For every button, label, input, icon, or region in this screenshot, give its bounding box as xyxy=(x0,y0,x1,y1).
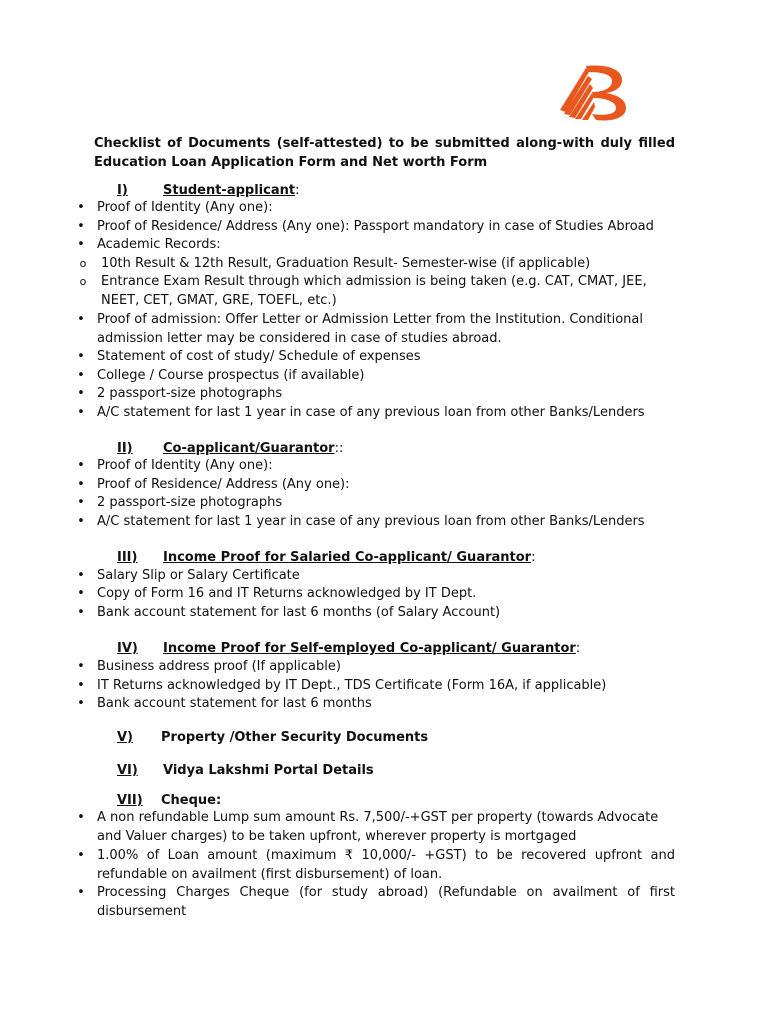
section-number: VI) xyxy=(117,763,138,778)
document-title-line-1: Checklist of Documents (self-attested) to be submitted along-with duly filled xyxy=(94,136,675,151)
document-title-line-2: Education Loan Application Form and Net worth Form xyxy=(94,155,488,170)
document-page: Checklist of Documents (self-attested) to be submitted along-with duly filled Education Loan Application Form and Net worth Form I) Student-applicant: • Proof of Identity (Any one): • Proof of Residence/ Address (Any one): Passport mandatory in case of Studies Abroad • Academic Records: o 10th Result & 12th Result, Graduation Result- Semester-wise (if applicable) o Entrance Exam Result through which admission is being taken (e.g. CAT, CMAT, JEE, NEET, CET, GMAT, GRE, TOEFL, etc.) • Proof of admission: Offer Letter or Admission Letter from the Institution. Conditional admission letter may be considered in case of studies abroad. • Statement of cost of study/ Schedule of expenses • College / Course prospectus (if available) • 2 passport-size photographs • A/C statement for last 1 year in case of any previous loan from other Banks/Lenders II) Co-applicant/Guarantor:: • Proof of Identity (Any one): • Proof of Residence/ Address (Any one): • 2 passport-size photographs • A/C statement for last 1 year in case of any previous loan from other Banks/Lenders III) Income Proof for Salaried Co-applicant/ Guarantor: • Salary Slip or Salary Certificate • Copy of Form 16 and IT Returns acknowledged by IT Dept. • Bank account statement for last 6 months (of Salary Account) IV) Income Proof for Self-employed Co-applicant/ Guarantor: • Business address proof (If applicable) • IT Returns acknowledged by IT Dept., TDS Certificate (Form 16A, if applicable) • Bank account statement for last 6 months V) Property /Other Security Documents VI) Vidya Lakshmi Portal Details VII) Cheque: • A non refundable Lump sum amount Rs. 7,500/-+GST per property (towards Advocate and Valuer charges) to be taken upfront, wherever property is mortgaged • 1.00% of Loan amount (maximum ₹ 10,000/- +GST) to be recovered upfront and refundable on availment (first disbursement) of loan. • Processing Charges Cheque (for study abroad) (Refundable on availment of first disbursement xyxy=(0,0,768,1024)
section-number: III) xyxy=(117,550,138,565)
bank-of-baroda-logo-icon xyxy=(552,62,632,122)
section-label: Cheque: xyxy=(161,793,222,808)
section-number: I) xyxy=(117,183,128,198)
section-label: Student-applicant: xyxy=(163,183,300,198)
section-label: Vidya Lakshmi Portal Details xyxy=(163,763,374,778)
section-number: IV) xyxy=(117,641,138,656)
section-number: VII) xyxy=(117,793,143,808)
section-label: Income Proof for Salaried Co-applicant/ Guarantor: xyxy=(163,550,536,565)
section-label: Property /Other Security Documents xyxy=(161,730,429,745)
section-number: V) xyxy=(117,730,134,745)
section-label: Income Proof for Self-employed Co-applicant/ Guarantor: xyxy=(163,641,581,656)
document-title xyxy=(94,134,675,172)
section-number: II) xyxy=(117,441,133,456)
section-label: Co-applicant/Guarantor:: xyxy=(163,441,344,456)
